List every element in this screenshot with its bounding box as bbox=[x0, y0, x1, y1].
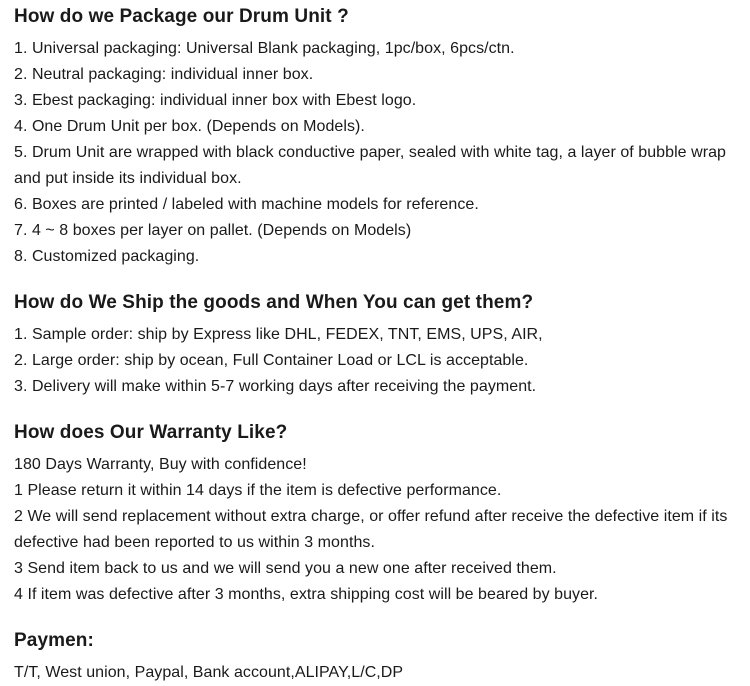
section-packaging bbox=[14, 4, 736, 270]
section-heading: Paymen: bbox=[14, 630, 94, 651]
section-payment bbox=[14, 628, 736, 686]
section-line: 1. Sample order: ship by Express like DHL, FEDEX, TNT, EMS, UPS, AIR, bbox=[14, 326, 543, 343]
section-warranty bbox=[14, 420, 736, 608]
section-line: 2. Neutral packaging: individual inner box. bbox=[14, 66, 314, 83]
section-line: 3. Delivery will make within 5-7 working days after receiving the payment. bbox=[14, 378, 537, 395]
section-heading: How do we Package our Drum Unit ? bbox=[14, 6, 349, 27]
section-line: 3. Ebest packaging: individual inner box with Ebest logo. bbox=[14, 92, 417, 109]
section-line: 180 Days Warranty, Buy with confidence! bbox=[14, 456, 307, 473]
section-line: 2 We will send replacement without extra charge, or offer refund after receive the defective item if its defective had been reported to us within 3 months. bbox=[14, 508, 728, 551]
section-heading: How does Our Warranty Like? bbox=[14, 422, 288, 443]
section-line: 4. One Drum Unit per box. (Depends on Models). bbox=[14, 118, 365, 135]
section-line: 4 If item was defective after 3 months, extra shipping cost will be beared by buyer. bbox=[14, 586, 599, 603]
section-line: 7. 4 ~ 8 boxes per layer on pallet. (Depends on Models) bbox=[14, 222, 412, 239]
section-line: 6. Boxes are printed / labeled with machine models for reference. bbox=[14, 196, 479, 213]
section-line: 2. Large order: ship by ocean, Full Container Load or LCL is acceptable. bbox=[14, 352, 529, 369]
section-line: 1 Please return it within 14 days if the item is defective performance. bbox=[14, 482, 502, 499]
section-heading: How do We Ship the goods and When You can get them? bbox=[14, 292, 534, 313]
section-line: 5. Drum Unit are wrapped with black conductive paper, sealed with white tag, a layer of bubble wrap and put inside its individual box. bbox=[14, 144, 726, 187]
section-line: 8. Customized packaging. bbox=[14, 248, 200, 265]
section-line: 1. Universal packaging: Universal Blank packaging, 1pc/box, 6pcs/ctn. bbox=[14, 40, 515, 57]
section-line: 3 Send item back to us and we will send you a new one after received them. bbox=[14, 560, 557, 577]
section-line: T/T, West union, Paypal, Bank account,ALIPAY,L/C,DP bbox=[14, 664, 404, 681]
section-shipping bbox=[14, 290, 736, 400]
